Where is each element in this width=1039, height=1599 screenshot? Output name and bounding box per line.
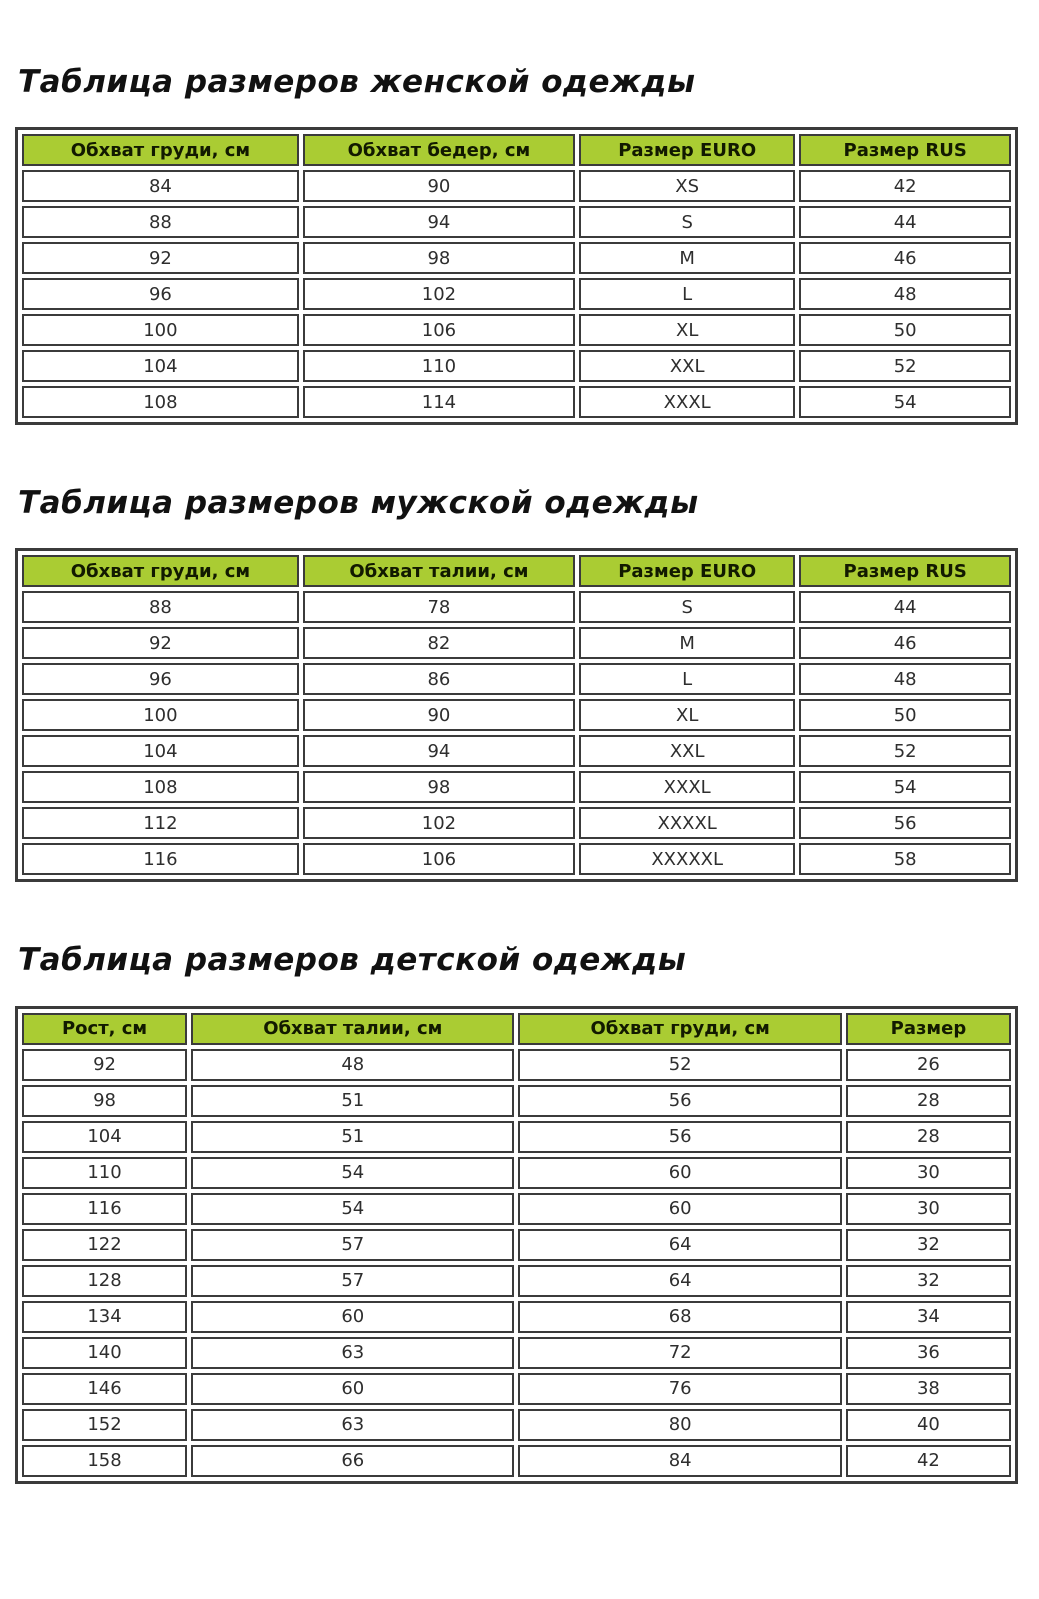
table-cell: 52: [799, 735, 1011, 767]
table-cell: 32: [846, 1265, 1011, 1297]
table-cell: L: [579, 663, 795, 695]
table-cell: 56: [518, 1085, 841, 1117]
table-cell: 28: [846, 1121, 1011, 1153]
table-cell: 44: [799, 591, 1011, 623]
table-cell: 52: [799, 350, 1011, 382]
table-cell: 112: [22, 807, 299, 839]
table-cell: 96: [22, 278, 299, 310]
table-cell: 68: [518, 1301, 841, 1333]
table-cell: 92: [22, 242, 299, 274]
table-cell: 46: [799, 242, 1011, 274]
kids-sizes-table: [15, 1006, 1018, 1484]
section-kids-sizes: [15, 942, 1021, 1483]
men-sizes-title: Таблица размеров мужской одежды: [18, 485, 699, 522]
table-cell: 48: [799, 663, 1011, 695]
column-header: Размер: [846, 1013, 1011, 1045]
men-sizes-table: [15, 548, 1018, 882]
table-cell: 54: [191, 1157, 514, 1189]
table-cell: 28: [846, 1085, 1011, 1117]
table-cell: 108: [22, 771, 299, 803]
section-women-sizes: [15, 64, 1021, 425]
table-row: [22, 843, 1011, 875]
table-cell: XXL: [579, 350, 795, 382]
table-cell: 84: [518, 1445, 841, 1477]
table-row: [22, 591, 1011, 623]
table-cell: 102: [303, 807, 575, 839]
table-row: [22, 1337, 1011, 1369]
column-header: Обхват груди, см: [518, 1013, 841, 1045]
table-row: [22, 735, 1011, 767]
table-cell: 86: [303, 663, 575, 695]
table-cell: 60: [518, 1157, 841, 1189]
column-header: Обхват бедер, см: [303, 134, 575, 166]
table-cell: 92: [22, 1049, 187, 1081]
table-cell: 51: [191, 1121, 514, 1153]
column-header: Рост, см: [22, 1013, 187, 1045]
table-row: [22, 314, 1011, 346]
table-cell: 34: [846, 1301, 1011, 1333]
table-cell: 94: [303, 735, 575, 767]
table-cell: 110: [22, 1157, 187, 1189]
table-cell: 60: [191, 1301, 514, 1333]
table-cell: 146: [22, 1373, 187, 1405]
table-cell: XL: [579, 314, 795, 346]
table-cell: 106: [303, 314, 575, 346]
table-cell: 58: [799, 843, 1011, 875]
table-cell: M: [579, 627, 795, 659]
table-cell: 46: [799, 627, 1011, 659]
table-cell: 63: [191, 1337, 514, 1369]
table-cell: 108: [22, 386, 299, 418]
table-cell: 102: [303, 278, 575, 310]
column-header: Размер EURO: [579, 555, 795, 587]
table-cell: 98: [303, 242, 575, 274]
table-cell: 52: [518, 1049, 841, 1081]
table-row: [22, 807, 1011, 839]
table-row: [22, 1085, 1011, 1117]
table-cell: 40: [846, 1409, 1011, 1441]
table-cell: 94: [303, 206, 575, 238]
table-cell: 42: [799, 170, 1011, 202]
table-cell: 64: [518, 1265, 841, 1297]
women-sizes-title: Таблица размеров женской одежды: [18, 64, 696, 100]
table-cell: 88: [22, 206, 299, 238]
table-cell: 88: [22, 591, 299, 623]
table-cell: 48: [191, 1049, 514, 1081]
table-cell: 80: [518, 1409, 841, 1441]
column-header: Обхват груди, см: [22, 134, 299, 166]
table-cell: 32: [846, 1229, 1011, 1261]
table-cell: 51: [191, 1085, 514, 1117]
table-cell: XXXXXL: [579, 843, 795, 875]
table-cell: 60: [191, 1373, 514, 1405]
table-cell: 30: [846, 1157, 1011, 1189]
table-row: [22, 170, 1011, 202]
table-cell: XS: [579, 170, 795, 202]
table-cell: XXL: [579, 735, 795, 767]
column-header: Обхват груди, см: [22, 555, 299, 587]
table-cell: 48: [799, 278, 1011, 310]
table-cell: 30: [846, 1193, 1011, 1225]
column-header: Размер EURO: [579, 134, 795, 166]
table-cell: XXXXL: [579, 807, 795, 839]
table-cell: 66: [191, 1445, 514, 1477]
kids-sizes-title: Таблица размеров детской одежды: [18, 942, 687, 979]
table-cell: 42: [846, 1445, 1011, 1477]
table-cell: 128: [22, 1265, 187, 1297]
table-row: [22, 350, 1011, 382]
table-cell: M: [579, 242, 795, 274]
header-row: [22, 134, 1011, 166]
table-cell: XXXL: [579, 386, 795, 418]
table-row: [22, 627, 1011, 659]
table-cell: 60: [518, 1193, 841, 1225]
table-row: [22, 206, 1011, 238]
table-cell: 64: [518, 1229, 841, 1261]
table-cell: 106: [303, 843, 575, 875]
table-cell: 78: [303, 591, 575, 623]
column-header: Размер RUS: [799, 134, 1011, 166]
table-row: [22, 1229, 1011, 1261]
table-cell: 116: [22, 1193, 187, 1225]
table-cell: 56: [799, 807, 1011, 839]
column-header: Обхват талии, см: [303, 555, 575, 587]
table-row: [22, 1157, 1011, 1189]
table-cell: 54: [799, 386, 1011, 418]
table-row: [22, 386, 1011, 418]
table-cell: 104: [22, 350, 299, 382]
table-cell: 134: [22, 1301, 187, 1333]
table-row: [22, 242, 1011, 274]
column-header: Обхват талии, см: [191, 1013, 514, 1045]
table-cell: 100: [22, 699, 299, 731]
table-row: [22, 699, 1011, 731]
table-cell: 50: [799, 314, 1011, 346]
table-cell: 116: [22, 843, 299, 875]
table-cell: 82: [303, 627, 575, 659]
table-cell: XXXL: [579, 771, 795, 803]
table-row: [22, 1373, 1011, 1405]
table-cell: 152: [22, 1409, 187, 1441]
table-cell: 158: [22, 1445, 187, 1477]
table-cell: 57: [191, 1229, 514, 1261]
table-row: [22, 1445, 1011, 1477]
header-row: [22, 1013, 1011, 1045]
table-cell: 26: [846, 1049, 1011, 1081]
table-cell: 50: [799, 699, 1011, 731]
table-cell: S: [579, 591, 795, 623]
table-cell: 76: [518, 1373, 841, 1405]
table-cell: 36: [846, 1337, 1011, 1369]
table-cell: 63: [191, 1409, 514, 1441]
column-header: Размер RUS: [799, 555, 1011, 587]
table-row: [22, 1265, 1011, 1297]
table-cell: 90: [303, 170, 575, 202]
table-cell: 92: [22, 627, 299, 659]
table-cell: 44: [799, 206, 1011, 238]
table-cell: 122: [22, 1229, 187, 1261]
table-row: [22, 1049, 1011, 1081]
table-cell: 56: [518, 1121, 841, 1153]
women-sizes-table: [15, 127, 1018, 425]
table-cell: 140: [22, 1337, 187, 1369]
table-cell: 114: [303, 386, 575, 418]
table-cell: 104: [22, 735, 299, 767]
table-cell: 98: [303, 771, 575, 803]
table-row: [22, 1301, 1011, 1333]
table-cell: 54: [191, 1193, 514, 1225]
table-row: [22, 1121, 1011, 1153]
table-cell: 54: [799, 771, 1011, 803]
table-cell: 38: [846, 1373, 1011, 1405]
table-cell: 104: [22, 1121, 187, 1153]
table-cell: L: [579, 278, 795, 310]
table-cell: 90: [303, 699, 575, 731]
header-row: [22, 555, 1011, 587]
table-row: [22, 1409, 1011, 1441]
table-cell: 57: [191, 1265, 514, 1297]
table-cell: 72: [518, 1337, 841, 1369]
table-row: [22, 771, 1011, 803]
table-row: [22, 1193, 1011, 1225]
table-row: [22, 663, 1011, 695]
table-cell: 96: [22, 663, 299, 695]
table-cell: 100: [22, 314, 299, 346]
table-cell: 110: [303, 350, 575, 382]
table-cell: 84: [22, 170, 299, 202]
section-men-sizes: [15, 485, 1021, 882]
table-cell: XL: [579, 699, 795, 731]
table-cell: 98: [22, 1085, 187, 1117]
table-cell: S: [579, 206, 795, 238]
table-row: [22, 278, 1011, 310]
